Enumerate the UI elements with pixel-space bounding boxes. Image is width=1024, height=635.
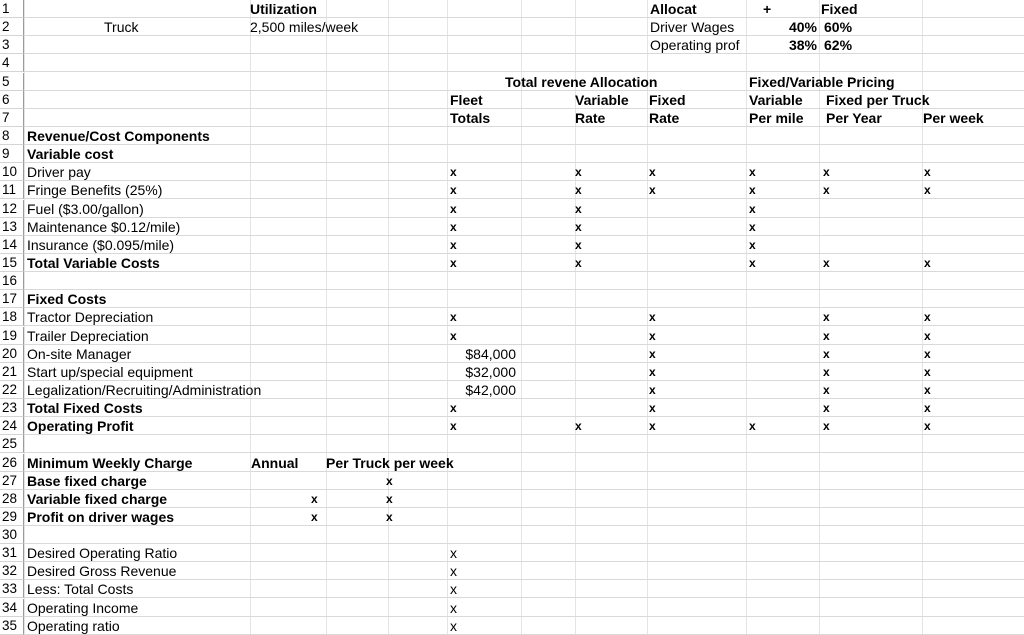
cell-fix[interactable]: x: [649, 183, 656, 198]
cell-allocat[interactable]: Operating prof: [650, 37, 740, 54]
sheet-row: [0, 363, 1024, 381]
cell-pw2[interactable]: x: [924, 255, 931, 270]
cell-pw2[interactable]: x: [924, 310, 931, 325]
cell-fleet[interactable]: x: [450, 165, 457, 180]
cell-lab[interactable]: Tractor Depreciation: [27, 309, 154, 326]
cell-var[interactable]: x: [575, 237, 582, 252]
cell-lab[interactable]: Fuel ($3.00/gallon): [27, 200, 144, 217]
cell-lab[interactable]: Total Fixed Costs: [27, 400, 143, 417]
cell-pw2[interactable]: x: [924, 401, 931, 416]
cell-lab[interactable]: Trailer Depreciation: [27, 327, 149, 344]
cell-annx[interactable]: x: [311, 491, 318, 506]
cell-fix[interactable]: x: [649, 346, 656, 361]
cell-fix[interactable]: x: [649, 165, 656, 180]
row-header[interactable]: 16: [0, 272, 24, 290]
cell-py2[interactable]: x: [823, 255, 830, 270]
cell-lab[interactable]: Driver pay: [27, 164, 91, 181]
cell-lab[interactable]: Desired Operating Ratio: [27, 545, 178, 562]
sheet-row: [0, 472, 1024, 490]
cell-lab[interactable]: Start up/special equipment: [27, 363, 193, 380]
cell-py2[interactable]: x: [823, 364, 830, 379]
row-header[interactable]: 17: [0, 290, 24, 308]
sheet-row: [0, 526, 1024, 544]
row-header[interactable]: 14: [0, 236, 24, 254]
sheet-row: [0, 218, 1024, 236]
sheet-row: [0, 417, 1024, 435]
row-header[interactable]: 6: [0, 91, 24, 109]
cell-util[interactable]: 2,500 miles/week: [250, 19, 359, 36]
row-header[interactable]: 34: [0, 599, 24, 617]
cell-pct2[interactable]: 60%: [824, 19, 853, 36]
sheet-row: [0, 290, 1024, 308]
cell-money[interactable]: $42,000: [465, 381, 516, 398]
row-header[interactable]: 11: [0, 181, 24, 199]
cell-lab[interactable]: Desired Gross Revenue: [27, 563, 177, 580]
sheet-row: [0, 490, 1024, 508]
cell-var[interactable]: x: [575, 201, 582, 216]
cell-pm[interactable]: x: [749, 201, 756, 216]
cell-allocat[interactable]: Allocat: [650, 1, 697, 17]
sheet-row: [0, 381, 1024, 399]
cell-lab[interactable]: On-site Manager: [27, 345, 132, 362]
cell-py2[interactable]: x: [823, 183, 830, 198]
sheet-row: [0, 109, 1024, 127]
cell-py2[interactable]: x: [823, 310, 830, 325]
cell-fleet[interactable]: Fleet: [450, 91, 483, 108]
cell-fleet[interactable]: x: [450, 183, 457, 198]
cell-py[interactable]: Fixed per Truck: [826, 91, 930, 108]
row-header[interactable]: 7: [0, 109, 24, 127]
cell-fix[interactable]: x: [649, 382, 656, 397]
row-header[interactable]: 13: [0, 218, 24, 236]
cell-var[interactable]: Variable: [575, 91, 629, 108]
row-header[interactable]: 35: [0, 617, 24, 635]
cell-annual[interactable]: Annual: [251, 454, 299, 471]
sheet-row: [0, 36, 1024, 54]
row-header[interactable]: 22: [0, 381, 24, 399]
cell-py2[interactable]: x: [823, 382, 830, 397]
cell-lab[interactable]: Profit on driver wages: [27, 508, 175, 525]
cell-py2[interactable]: x: [823, 419, 830, 434]
row-header[interactable]: 3: [0, 36, 24, 54]
cell-fix[interactable]: x: [649, 401, 656, 416]
cell-fvp[interactable]: Fixed/Variable Pricing: [749, 73, 895, 90]
row-header[interactable]: 21: [0, 363, 24, 381]
cell-pm[interactable]: x: [749, 165, 756, 180]
sheet-row: [0, 127, 1024, 145]
cell-fixedH[interactable]: Fixed: [821, 1, 858, 17]
cell-pm[interactable]: x: [749, 219, 756, 234]
row-header[interactable]: 2: [0, 18, 24, 36]
cell-fleet[interactable]: x: [450, 545, 457, 562]
cell-fleet[interactable]: x: [450, 599, 457, 616]
cell-pm[interactable]: x: [749, 183, 756, 198]
sheet-row: [0, 18, 1024, 36]
cell-lab[interactable]: Variable cost: [27, 146, 114, 163]
cell-fleet[interactable]: x: [450, 581, 457, 598]
cell-lab[interactable]: Fixed Costs: [27, 291, 107, 308]
cell-allocat[interactable]: Driver Wages: [650, 19, 735, 36]
cell-pw2[interactable]: x: [924, 328, 931, 343]
cell-fix[interactable]: x: [649, 328, 656, 343]
cell-lab[interactable]: Insurance ($0.095/mile): [27, 236, 175, 253]
sheet-row: [0, 327, 1024, 345]
cell-ptx[interactable]: x: [386, 491, 393, 506]
cell-lab[interactable]: Fringe Benefits (25%): [27, 182, 163, 199]
cell-var[interactable]: x: [575, 183, 582, 198]
cell-lab[interactable]: Base fixed charge: [27, 472, 147, 489]
cell-fix[interactable]: x: [649, 364, 656, 379]
sheet-row: [0, 617, 1024, 635]
cell-pw2[interactable]: x: [924, 419, 931, 434]
sheet-row: [0, 200, 1024, 218]
sheet-row: [0, 562, 1024, 580]
cell-var[interactable]: x: [575, 219, 582, 234]
cell-var[interactable]: x: [575, 419, 582, 434]
cell-plus[interactable]: +: [763, 1, 772, 17]
cell-pm[interactable]: x: [749, 419, 756, 434]
row-header[interactable]: 8: [0, 127, 24, 145]
sheet-row: [0, 308, 1024, 326]
cell-lab[interactable]: Legalization/Recruiting/Administration: [27, 381, 262, 398]
cell-pm[interactable]: x: [749, 255, 756, 270]
row-header[interactable]: 27: [0, 472, 24, 490]
cell-var[interactable]: Rate: [575, 109, 606, 126]
sheet-row: [0, 454, 1024, 472]
sheet-row: [0, 345, 1024, 363]
row-header[interactable]: 20: [0, 345, 24, 363]
cell-pct2[interactable]: 62%: [824, 37, 853, 54]
cell-annx[interactable]: x: [311, 509, 318, 524]
sheet-row: [0, 544, 1024, 562]
cell-py[interactable]: Per Year: [826, 109, 882, 126]
cell-fleet[interactable]: x: [450, 201, 457, 216]
cell-lab[interactable]: Total Variable Costs: [27, 254, 160, 271]
cell-pw2[interactable]: x: [924, 364, 931, 379]
sheet-row: [0, 163, 1024, 181]
row-header[interactable]: 23: [0, 399, 24, 417]
cell-pw[interactable]: Per week: [923, 109, 984, 126]
sheet-row: [0, 0, 1024, 18]
sheet-row: [0, 580, 1024, 598]
cell-lab[interactable]: Maintenance $0.12/mile): [27, 218, 181, 235]
row-header[interactable]: 18: [0, 308, 24, 326]
sheet-row: [0, 254, 1024, 272]
cell-lab[interactable]: Less: Total Costs: [27, 581, 134, 598]
sheet-row: [0, 508, 1024, 526]
cell-fleet[interactable]: x: [450, 237, 457, 252]
row-header[interactable]: 9: [0, 145, 24, 163]
cell-fleet[interactable]: x: [450, 419, 457, 434]
cell-lab[interactable]: Operating ratio: [27, 617, 120, 634]
cell-fix[interactable]: Fixed: [649, 91, 686, 108]
cell-fix[interactable]: x: [649, 310, 656, 325]
cell-lab[interactable]: Revenue/Cost Components: [27, 127, 210, 144]
cell-pw2[interactable]: x: [924, 346, 931, 361]
row-header[interactable]: 29: [0, 508, 24, 526]
cell-pm[interactable]: x: [749, 237, 756, 252]
cell-util[interactable]: Utilization: [250, 1, 317, 17]
cell-truck[interactable]: Truck: [104, 19, 139, 36]
cell-pw2[interactable]: x: [924, 382, 931, 397]
sheet-row: [0, 236, 1024, 254]
sheet-row: [0, 73, 1024, 91]
row-header[interactable]: 28: [0, 490, 24, 508]
sheet-row: [0, 181, 1024, 199]
cell-lab[interactable]: Operating Profit: [27, 418, 134, 435]
cell-pm[interactable]: Per mile: [749, 109, 804, 126]
cell-fix[interactable]: x: [649, 419, 656, 434]
cell-lab[interactable]: Variable fixed charge: [27, 490, 168, 507]
cell-lab[interactable]: Operating Income: [27, 599, 139, 616]
sheet-row: [0, 399, 1024, 417]
row-header[interactable]: 15: [0, 254, 24, 272]
cell-pct1[interactable]: 40%: [788, 19, 817, 36]
row-header[interactable]: 12: [0, 200, 24, 218]
cell-fleet[interactable]: x: [450, 401, 457, 416]
row-header[interactable]: 26: [0, 454, 24, 472]
cell-fleet[interactable]: x: [450, 563, 457, 580]
row-header[interactable]: 10: [0, 163, 24, 181]
cell-ptpw[interactable]: Per Truck per week: [326, 454, 454, 471]
cell-money[interactable]: $32,000: [465, 363, 516, 380]
cell-py2[interactable]: x: [823, 328, 830, 343]
sheet-row: [0, 145, 1024, 163]
cell-ptx[interactable]: x: [386, 473, 393, 488]
cell-fix[interactable]: Rate: [649, 109, 680, 126]
cell-fleet[interactable]: x: [450, 255, 457, 270]
row-header[interactable]: 31: [0, 544, 24, 562]
row-header[interactable]: 19: [0, 327, 24, 345]
row-header[interactable]: 30: [0, 526, 24, 544]
cell-pct1[interactable]: 38%: [788, 37, 817, 54]
cell-fleet[interactable]: x: [450, 310, 457, 325]
row-header[interactable]: 5: [0, 73, 24, 91]
cell-py2[interactable]: x: [823, 401, 830, 416]
cell-var[interactable]: x: [575, 255, 582, 270]
cell-fleet[interactable]: x: [450, 617, 457, 634]
row-header[interactable]: 1: [0, 0, 24, 18]
sheet-row: [0, 435, 1024, 453]
sheet-row: [0, 54, 1024, 72]
row-header[interactable]: 33: [0, 580, 24, 598]
sheet-row: [0, 272, 1024, 290]
row-header[interactable]: 25: [0, 435, 24, 453]
row-header[interactable]: 4: [0, 54, 24, 72]
cell-py2[interactable]: x: [823, 346, 830, 361]
cell-lab[interactable]: Minimum Weekly Charge: [27, 454, 193, 471]
cell-pm[interactable]: Variable: [749, 91, 803, 108]
cell-py2[interactable]: x: [823, 165, 830, 180]
sheet-row: [0, 91, 1024, 109]
cell-money[interactable]: $84,000: [465, 345, 516, 362]
sheet-row: [0, 599, 1024, 617]
cell-fleet[interactable]: Totals: [450, 109, 491, 126]
cell-pw2[interactable]: x: [924, 183, 931, 198]
row-header[interactable]: 24: [0, 417, 24, 435]
cell-fleet[interactable]: x: [450, 328, 457, 343]
cell-pw2[interactable]: x: [924, 165, 931, 180]
cell-var[interactable]: x: [575, 165, 582, 180]
cell-ptx[interactable]: x: [386, 509, 393, 524]
cell-fleet[interactable]: x: [450, 219, 457, 234]
cell-tra[interactable]: Total revene Allocation: [505, 73, 658, 90]
row-header[interactable]: 32: [0, 562, 24, 580]
